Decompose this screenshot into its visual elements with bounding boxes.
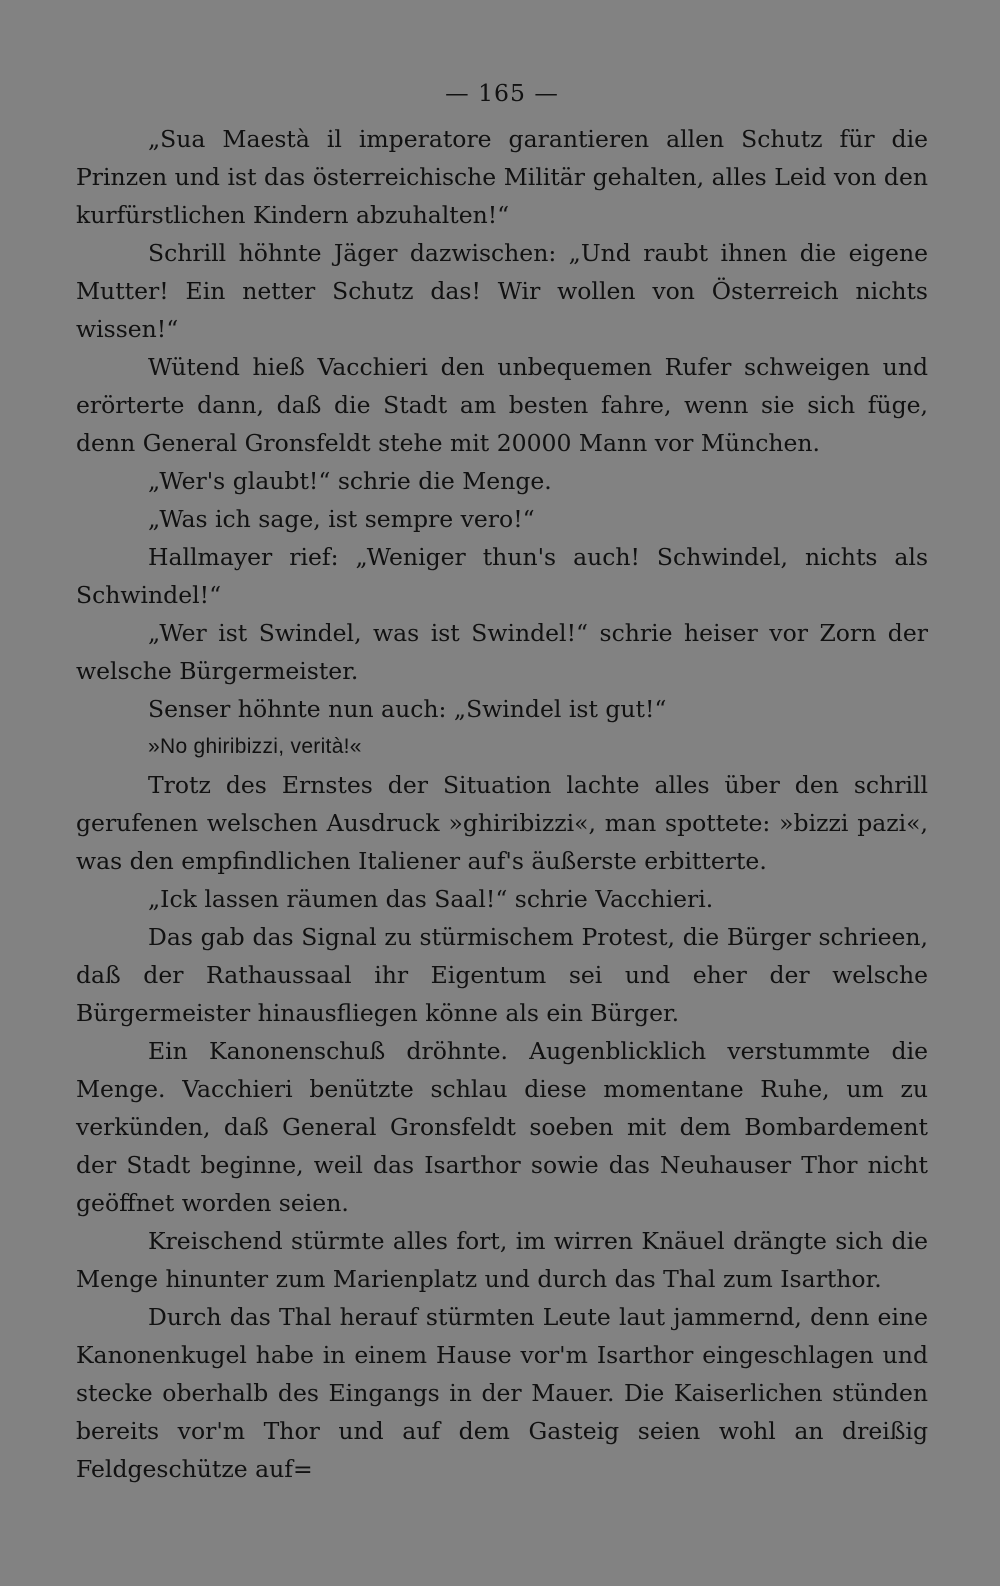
- paragraph: „Sua Maestà il imperatore garantieren allen Schutz für die Prinzen und ist das österreichische Militär gehalten, alles Leid von den kurfürstlichen Kindern abzuhalten!“: [76, 125, 928, 229]
- paragraph: »No ghiribizzi, verità!«: [148, 735, 362, 758]
- paragraph: „Was ich sage, ist sempre vero!“: [148, 505, 535, 533]
- paragraph: Wütend hieß Vacchieri den unbequemen Rufer schweigen und erörterte dann, daß die Stadt am besten fahre, wenn sie sich füge, denn General Gronsfeldt stehe mit 20000 Mann vor München.: [76, 353, 928, 457]
- paragraph: Kreischend stürmte alles fort, im wirren Knäuel drängte sich die Menge hinunter zum Marienplatz und durch das Thal zum Isarthor.: [76, 1227, 928, 1293]
- paragraph: Durch das Thal herauf stürmten Leute laut jammernd, denn eine Kanonenkugel habe in einem Hause vor'm Isarthor eingeschlagen und stecke oberhalb des Eingangs in der Mauer. Die Kaiserlichen stünden bereits vor'm Thor und auf dem Gasteig seien wohl an dreißig Feldgeschütze auf=: [76, 1303, 928, 1483]
- paragraph: „Wer's glaubt!“ schrie die Menge.: [148, 467, 552, 495]
- page-number: — 165 —: [445, 79, 559, 107]
- paragraph: Senser höhnte nun auch: „Swindel ist gut!“: [148, 695, 667, 723]
- book-page: [76, 74, 928, 1488]
- paragraph: Trotz des Ernstes der Situation lachte alles über den schrill gerufenen welschen Ausdruck »ghiribizzi«, man spottete: »bizzi pazi«, was den empfindlichen Italiener auf's äußerste erbitterte.: [76, 771, 928, 875]
- paragraph: „Ick lassen räumen das Saal!“ schrie Vacchieri.: [148, 885, 714, 913]
- paragraph: Ein Kanonenschuß dröhnte. Augenblicklich verstummte die Menge. Vacchieri benützte schlau diese momentane Ruhe, um zu verkünden, daß General Gronsfeldt soeben mit dem Bombardement der Stadt beginne, weil das Isarthor sowie das Neuhauser Thor nicht geöffnet worden seien.: [76, 1037, 928, 1217]
- paragraph: Schrill höhnte Jäger dazwischen: „Und raubt ihnen die eigene Mutter! Ein netter Schutz das! Wir wollen von Österreich nichts wissen!“: [76, 239, 928, 343]
- paragraph: „Wer ist Swindel, was ist Swindel!“ schrie heiser vor Zorn der welsche Bürgermeister.: [76, 619, 928, 685]
- paragraph: Hallmayer rief: „Weniger thun's auch! Schwindel, nichts als Schwindel!“: [76, 543, 928, 609]
- paragraph: Das gab das Signal zu stürmischem Protest, die Bürger schrieen, daß der Rathaussaal ihr Eigentum sei und eher der welsche Bürgermeister hinausfliegen könne als ein Bürger.: [76, 923, 928, 1027]
